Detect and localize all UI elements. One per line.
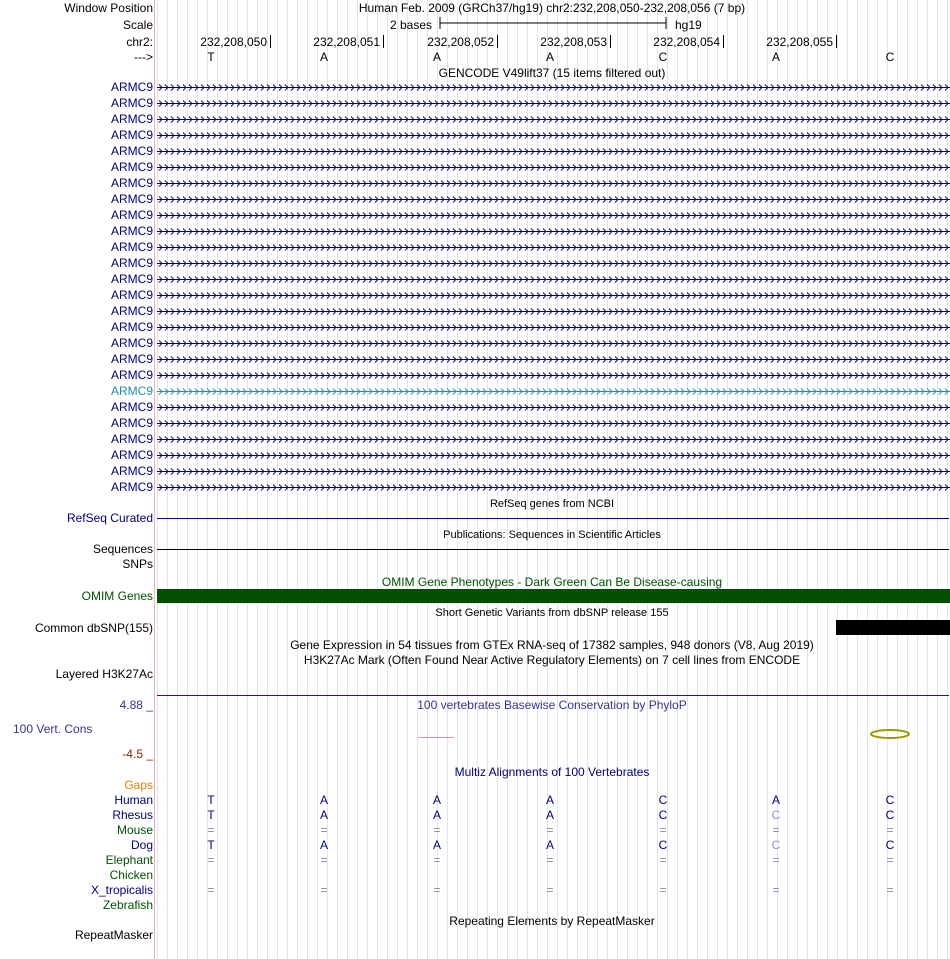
alignment-base: = — [886, 823, 894, 837]
alignment-base: A — [432, 838, 442, 852]
gencode-item-label[interactable]: ARMC9 — [110, 400, 153, 414]
gencode-intron-line[interactable] — [157, 306, 950, 316]
alignment-base: = — [207, 853, 215, 867]
alignment-base: A — [319, 838, 329, 852]
alignment-base: C — [658, 838, 668, 852]
alignment-base: C — [658, 808, 668, 822]
gencode-item-label[interactable]: ARMC9 — [110, 144, 153, 158]
phylop-track-title: 100 vertebrates Basewise Conservation by PhyloP — [417, 698, 687, 712]
ruler-tick — [723, 35, 724, 48]
species-label-rhesus[interactable]: Rhesus — [112, 808, 153, 822]
ruler-position-label: 232,208,055 — [766, 35, 833, 49]
alignment-base: A — [545, 793, 555, 807]
gencode-intron-line[interactable] — [157, 226, 950, 236]
sequences-track-label[interactable]: Sequences — [92, 542, 153, 556]
gencode-item-label[interactable]: ARMC9 — [110, 384, 153, 398]
gencode-intron-line[interactable] — [157, 386, 950, 396]
ruler-tick — [497, 35, 498, 48]
gencode-intron-line[interactable] — [157, 418, 950, 428]
repeatmasker-track-title: Repeating Elements by RepeatMasker — [449, 914, 655, 928]
gencode-item-label[interactable]: ARMC9 — [110, 320, 153, 334]
gencode-item-label[interactable]: ARMC9 — [110, 432, 153, 446]
gencode-intron-line[interactable] — [157, 162, 950, 172]
omim-track-label[interactable]: OMIM Genes — [81, 589, 153, 603]
dbsnp-variant-feature[interactable] — [836, 620, 950, 635]
gencode-item-label[interactable]: ARMC9 — [110, 304, 153, 318]
gencode-item-label[interactable]: ARMC9 — [110, 416, 153, 430]
gencode-intron-line[interactable] — [157, 274, 950, 284]
h3k27ac-signal-baseline — [157, 695, 949, 696]
alignment-base: = — [320, 853, 328, 867]
gencode-item-label[interactable]: ARMC9 — [110, 208, 153, 222]
alignment-base: T — [207, 838, 215, 852]
multiz-track-title: Multiz Alignments of 100 Vertebrates — [454, 765, 650, 779]
ruler-position-label: 232,208,052 — [427, 35, 494, 49]
alignment-base: A — [319, 808, 329, 822]
base-letter: A — [771, 50, 781, 64]
alignment-base: = — [659, 823, 667, 837]
gencode-item-label[interactable]: ARMC9 — [110, 224, 153, 238]
alignment-base: C — [885, 838, 895, 852]
refseq-track-title: RefSeq genes from NCBI — [489, 498, 615, 510]
alignment-base: A — [545, 838, 555, 852]
gencode-intron-line[interactable] — [157, 450, 950, 460]
base-letter: A — [545, 50, 555, 64]
scale-db: hg19 — [675, 18, 702, 32]
alignment-base: T — [207, 793, 215, 807]
ruler-tick — [836, 35, 837, 48]
alignment-base: = — [320, 883, 328, 897]
ruler-tick — [270, 35, 271, 48]
scale-text: 2 bases — [390, 18, 433, 32]
alignment-base: C — [771, 838, 781, 852]
gencode-intron-line[interactable] — [157, 146, 950, 156]
alignment-base: = — [659, 853, 667, 867]
alignment-base: = — [207, 823, 215, 837]
gencode-intron-line[interactable] — [157, 82, 950, 92]
gencode-item-label[interactable]: ARMC9 — [110, 480, 153, 494]
omim-feature-bar[interactable] — [157, 589, 950, 603]
species-label-chicken[interactable]: Chicken — [109, 868, 153, 882]
alignment-base: = — [433, 883, 441, 897]
ruler-tick — [383, 35, 384, 48]
gencode-track-title: GENCODE V49lift37 (15 items filtered out) — [438, 66, 666, 80]
snps-track-label[interactable]: SNPs — [122, 557, 153, 571]
alignment-base: = — [659, 883, 667, 897]
base-letter: C — [658, 50, 668, 64]
assembly-position-text: Human Feb. 2009 (GRCh37/hg19) chr2:232,208,050-232,208,056 (7 bp) — [358, 1, 746, 15]
alignment-base: = — [546, 883, 554, 897]
gencode-item-label[interactable]: ARMC9 — [110, 192, 153, 206]
gencode-item-label[interactable]: ARMC9 — [110, 96, 153, 110]
refseq-track-label[interactable]: RefSeq Curated — [66, 511, 153, 525]
species-label-mouse[interactable]: Mouse — [116, 823, 153, 837]
gencode-intron-line[interactable] — [157, 370, 950, 380]
h3k27ac-track-title: H3K27Ac Mark (Often Found Near Active Regulatory Elements) on 7 cell lines from ENCODE — [303, 653, 801, 667]
gencode-intron-line[interactable] — [157, 98, 950, 108]
gencode-item-label[interactable]: ARMC9 — [110, 272, 153, 286]
gencode-intron-line[interactable] — [157, 178, 950, 188]
sequences-line[interactable] — [157, 549, 949, 550]
alignment-base: = — [772, 883, 780, 897]
alignment-base: A — [432, 793, 442, 807]
alignment-base: = — [320, 823, 328, 837]
base-letter: A — [319, 50, 329, 64]
alignment-base: C — [658, 793, 668, 807]
gencode-item-label[interactable]: ARMC9 — [110, 352, 153, 366]
gencode-item-label[interactable]: ARMC9 — [110, 240, 153, 254]
gencode-item-label[interactable]: ARMC9 — [110, 112, 153, 126]
gencode-intron-line[interactable] — [157, 338, 950, 348]
gencode-item-label[interactable]: ARMC9 — [110, 288, 153, 302]
gencode-intron-line[interactable] — [157, 354, 950, 364]
gencode-intron-line[interactable] — [157, 290, 950, 300]
ruler-tick — [610, 35, 611, 48]
alignment-base: = — [886, 853, 894, 867]
gencode-intron-line[interactable] — [157, 194, 950, 204]
dbsnp-track-title: Short Genetic Variants from dbSNP release 155 — [435, 607, 669, 619]
alignment-base: C — [885, 793, 895, 807]
alignment-base: = — [207, 883, 215, 897]
alignment-base: = — [772, 823, 780, 837]
species-label-x_tropicalis[interactable]: X_tropicalis — [90, 883, 153, 897]
gencode-intron-line[interactable] — [157, 482, 950, 492]
gencode-item-label[interactable]: ARMC9 — [110, 80, 153, 94]
species-label-human[interactable]: Human — [114, 793, 153, 807]
h3k27ac-track-label[interactable]: Layered H3K27Ac — [55, 667, 153, 681]
gaps-label: Gaps — [124, 778, 153, 792]
alignment-base: = — [433, 823, 441, 837]
gencode-item-label[interactable]: ARMC9 — [110, 128, 153, 142]
gencode-intron-line[interactable] — [157, 210, 950, 220]
strand-arrow-label: ---> — [134, 50, 153, 64]
omim-track-title: OMIM Gene Phenotypes - Dark Green Can Be Disease-causing — [381, 575, 723, 589]
alignment-base: A — [319, 793, 329, 807]
alignment-base: C — [885, 808, 895, 822]
gencode-intron-line[interactable] — [157, 434, 950, 444]
base-letter: C — [885, 50, 895, 64]
gencode-item-label[interactable]: ARMC9 — [110, 160, 153, 174]
gencode-intron-line[interactable] — [157, 466, 950, 476]
species-label-elephant[interactable]: Elephant — [105, 853, 153, 867]
repeatmasker-track-label[interactable]: RepeatMasker — [74, 928, 153, 942]
alignment-base: = — [433, 853, 441, 867]
alignment-base: T — [207, 808, 215, 822]
scale-bar — [438, 15, 670, 31]
base-letter: A — [432, 50, 442, 64]
publications-track-title: Publications: Sequences in Scientific Articles — [443, 529, 661, 541]
species-label-dog[interactable]: Dog — [130, 838, 153, 852]
chrom-label: chr2: — [126, 35, 153, 49]
gencode-item-label[interactable]: ARMC9 — [110, 448, 153, 462]
phylop-track-label[interactable]: 100 Vert. Cons — [13, 722, 93, 736]
alignment-base: = — [886, 883, 894, 897]
refseq-gene-line[interactable] — [157, 518, 949, 519]
phylop-signal-arc — [868, 727, 914, 741]
dbsnp-track-label[interactable]: Common dbSNP(155) — [34, 621, 153, 635]
alignment-base: = — [546, 853, 554, 867]
gtex-track-title: Gene Expression in 54 tissues from GTEx RNA-seq of 17382 samples, 948 donors (V8, Aug 2019) — [290, 638, 814, 652]
ruler-position-label: 232,208,053 — [540, 35, 607, 49]
phylop-max-value: 4.88 _ — [119, 698, 153, 712]
alignment-base: A — [771, 793, 781, 807]
alignment-base: A — [432, 808, 442, 822]
alignment-base: = — [772, 853, 780, 867]
gencode-intron-line[interactable] — [157, 114, 950, 124]
ruler-position-label: 232,208,050 — [200, 35, 267, 49]
ruler-position-label: 232,208,051 — [313, 35, 380, 49]
gencode-intron-line[interactable] — [157, 402, 950, 412]
species-label-zebrafish[interactable]: Zebrafish — [102, 898, 153, 912]
base-letter: T — [207, 50, 215, 64]
gencode-intron-line[interactable] — [157, 130, 950, 140]
gencode-item-label[interactable]: ARMC9 — [110, 336, 153, 350]
ruler-position-label: 232,208,054 — [653, 35, 720, 49]
phylop-min-value: -4.5 _ — [122, 747, 153, 761]
gencode-item-label[interactable]: ARMC9 — [110, 368, 153, 382]
gencode-intron-line[interactable] — [157, 242, 950, 252]
phylop-signal-mark — [418, 737, 454, 738]
gencode-intron-line[interactable] — [157, 322, 950, 332]
gencode-item-label[interactable]: ARMC9 — [110, 464, 153, 478]
gencode-item-label[interactable]: ARMC9 — [110, 176, 153, 190]
alignment-base: C — [771, 808, 781, 822]
gencode-item-label[interactable]: ARMC9 — [110, 256, 153, 270]
scale-label: Scale — [122, 18, 153, 32]
gencode-intron-line[interactable] — [157, 258, 950, 268]
alignment-base: = — [546, 823, 554, 837]
alignment-base: A — [545, 808, 555, 822]
window-position-label: Window Position — [64, 1, 153, 15]
